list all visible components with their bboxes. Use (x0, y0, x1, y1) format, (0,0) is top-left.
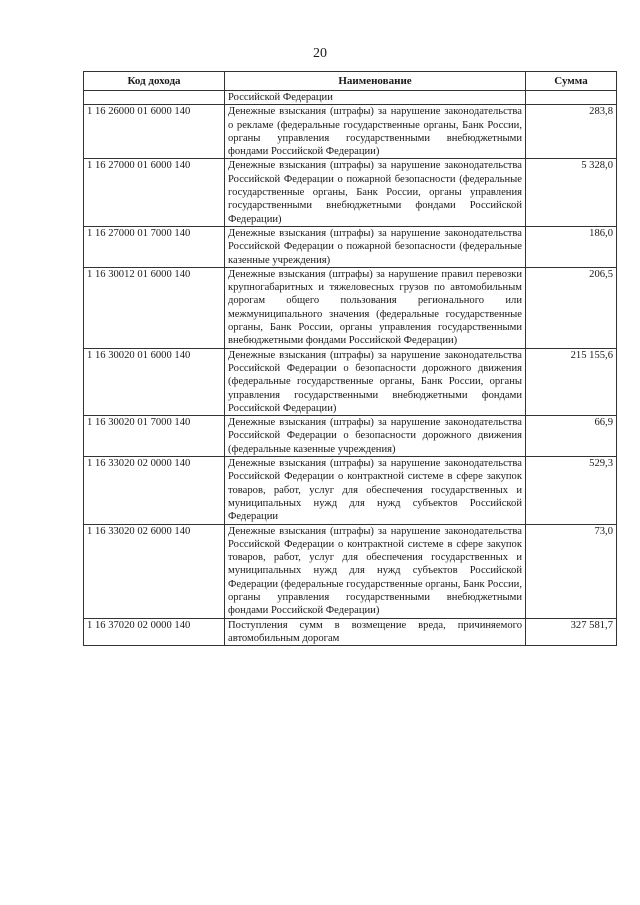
income-sum-cell (526, 91, 617, 105)
income-code-cell: 1 16 37020 02 0000 140 (84, 618, 225, 646)
income-code-cell: 1 16 30020 01 6000 140 (84, 348, 225, 415)
table-row (84, 267, 617, 348)
income-sum-cell: 186,0 (526, 226, 617, 267)
income-code-cell: 1 16 30020 01 7000 140 (84, 416, 225, 457)
table-row (84, 348, 617, 415)
income-name-cell: Денежные взыскания (штрафы) за нарушение законодательства Российской Федерации о контрактной системе в сфере закупок товаров, работ, услуг для обеспечения государственных и муниципальных нужд для нужд субъектов Российской Федерации (федеральные государственные органы, Банк России, органы управления государственными внебюджетными фондами Российской Федерации) (225, 524, 526, 618)
income-name-cell: Денежные взыскания (штрафы) за нарушение законодательства Российской Федерации о контрактной системе в сфере закупок товаров, работ, услуг для обеспечения государственных и муниципальных нужд для нужд субъектов Российской Федерации (225, 457, 526, 524)
income-sum-cell: 5 328,0 (526, 159, 617, 226)
income-code-cell: 1 16 33020 02 0000 140 (84, 457, 225, 524)
income-name-cell: Российской Федерации (225, 91, 526, 105)
income-name-cell: Денежные взыскания (штрафы) за нарушение законодательства Российской Федерации о безопасности дорожного движения (федеральные казенные учреждения) (225, 416, 526, 457)
page-number: 20 (313, 46, 327, 61)
income-name-cell: Денежные взыскания (штрафы) за нарушение правил перевозки крупногабаритных и тяжеловесных грузов по автомобильным дорогам общего пользования регионального или межмуниципального значения (федеральные государственные органы, Банк России, органы управления государственными внебюджетными фондами Российской Федерации) (225, 267, 526, 348)
income-code-cell: 1 16 27000 01 6000 140 (84, 159, 225, 226)
income-name-cell: Денежные взыскания (штрафы) за нарушение законодательства о рекламе (федеральные государственные органы, Банк России, органы управления государственными внебюджетными фондами Российской Федерации) (225, 105, 526, 159)
table-row (84, 159, 617, 226)
header-code: Код дохода (84, 72, 225, 91)
table-row (84, 91, 617, 105)
table-body (84, 91, 617, 646)
income-name-cell: Денежные взыскания (штрафы) за нарушение законодательства Российской Федерации о безопасности дорожного движения (федеральные государственные органы, Банк России, органы управления государственными внебюджетными фондами Российской Федерации) (225, 348, 526, 415)
table-row (84, 105, 617, 159)
income-sum-cell: 206,5 (526, 267, 617, 348)
table-row (84, 618, 617, 646)
table-row (84, 524, 617, 618)
income-code-cell (84, 91, 225, 105)
income-name-cell: Денежные взыскания (штрафы) за нарушение законодательства Российской Федерации о пожарной безопасности (федеральные государственные органы, Банк России, органы управления государственными внебюджетными фондами Российской Федерации) (225, 159, 526, 226)
income-name-cell: Поступления сумм в возмещение вреда, причиняемого автомобильным дорогам (225, 618, 526, 646)
income-sum-cell: 66,9 (526, 416, 617, 457)
header-name: Наименование (225, 72, 526, 91)
income-code-cell: 1 16 26000 01 6000 140 (84, 105, 225, 159)
table-row (84, 457, 617, 524)
income-sum-cell: 283,8 (526, 105, 617, 159)
income-code-cell: 1 16 30012 01 6000 140 (84, 267, 225, 348)
income-sum-cell: 529,3 (526, 457, 617, 524)
income-sum-cell: 327 581,7 (526, 618, 617, 646)
income-code-cell: 1 16 33020 02 6000 140 (84, 524, 225, 618)
income-sum-cell: 73,0 (526, 524, 617, 618)
table-row (84, 226, 617, 267)
header-sum: Сумма (526, 72, 617, 91)
table-row (84, 416, 617, 457)
income-sum-cell: 215 155,6 (526, 348, 617, 415)
income-name-cell: Денежные взыскания (штрафы) за нарушение законодательства Российской Федерации о пожарной безопасности (федеральные казенные учреждения) (225, 226, 526, 267)
income-code-cell: 1 16 27000 01 7000 140 (84, 226, 225, 267)
table-header-row (84, 72, 617, 91)
income-table (83, 71, 617, 646)
